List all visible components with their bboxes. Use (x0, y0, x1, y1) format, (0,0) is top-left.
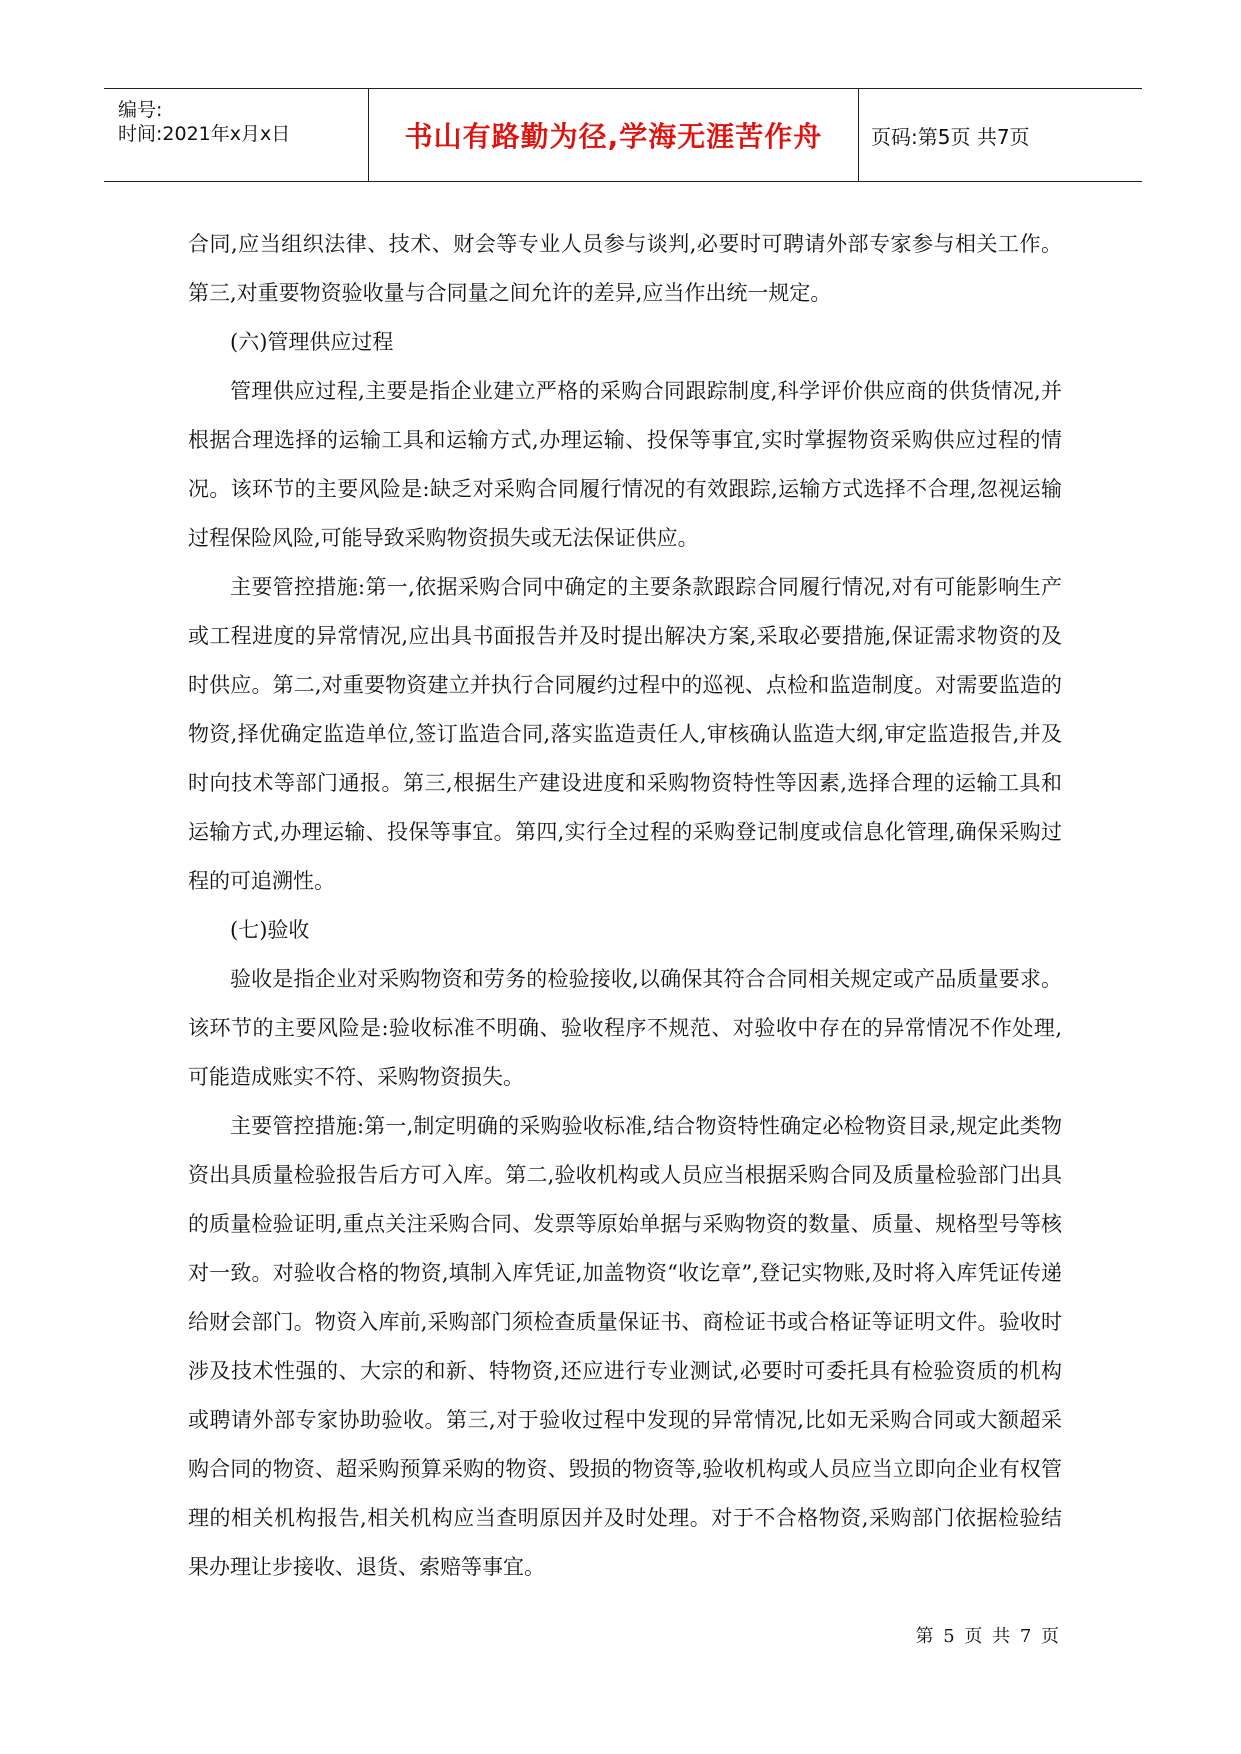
header-motto-cell (369, 89, 859, 181)
document-time-label: 时间:2021年x月x日 (118, 123, 291, 145)
body-paragraph: 验收是指企业对采购物资和劳务的检验接收,以确保其符合合同相关规定或产品质量要求。该环节的主要风险是:验收标准不明确、验收程序不规范、对验收中存在的异常情况不作处理,可能造成账实不符、采购物资损失。 (188, 967, 1062, 1089)
body-paragraph: 主要管控措施:第一,制定明确的采购验收标准,结合物资特性确定必检物资目录,规定此类物资出具质量检验报告后方可入库。第二,验收机构或人员应当根据采购合同及质量检验部门出具的质量检验证明,重点关注采购合同、发票等原始单据与采购物资的数量、质量、规格型号等核对一致。对验收合格的物资,填制入库凭证,加盖物资“收讫章”,登记实物账,及时将入库凭证传递给财会部门。物资入库前,采购部门须检查质量保证书、商检证书或合格证等证明文件。验收时涉及技术性强的、大宗的和新、特物资,还应进行专业测试,必要时可委托具有检验资质的机构或聘请外部专家协助验收。第三,对于验收过程中发现的异常情况,比如无采购合同或大额超采购合同的物资、超采购预算采购的物资、毁损的物资等,验收机构或人员应当立即向企业有权管理的相关机构报告,相关机构应当查明原因并及时处理。对于不合格物资,采购部门依据检验结果办理让步接收、退货、索赔等事宜。 (188, 1114, 1062, 1579)
body-paragraph: 合同,应当组织法律、技术、财会等专业人员参与谈判,必要时可聘请外部专家参与相关工作。第三,对重要物资验收量与合同量之间允许的差异,应当作出统一规定。 (188, 232, 1062, 305)
header-page-label: 页码:第5页 共7页 (871, 124, 1030, 149)
document-body (188, 220, 1062, 1592)
document-header (104, 88, 1142, 182)
header-motto: 书山有路勤为径,学海无涯苦作舟 (404, 120, 823, 153)
header-meta-cell (104, 89, 369, 181)
page-footer: 第 5 页 共 7 页 (915, 1626, 1061, 1647)
document-number-label: 编号: (118, 99, 163, 121)
body-paragraph: 管理供应过程,主要是指企业建立严格的采购合同跟踪制度,科学评价供应商的供货情况,并根据合理选择的运输工具和运输方式,办理运输、投保等事宜,实时掌握物资采购供应过程的情况。该环节的主要风险是:缺乏对采购合同履行情况的有效跟踪,运输方式选择不合理,忽视运输过程保险风险,可能导致采购物资损失或无法保证供应。 (188, 379, 1062, 550)
header-page-cell (859, 89, 1142, 181)
body-paragraph: 主要管控措施:第一,依据采购合同中确定的主要条款跟踪合同履行情况,对有可能影响生产或工程进度的异常情况,应出具书面报告并及时提出解决方案,采取必要措施,保证需求物资的及时供应。第二,对重要物资建立并执行合同履约过程中的巡视、点检和监造制度。对需要监造的物资,择优确定监造单位,签订监造合同,落实监造责任人,审核确认监造大纲,审定监造报告,并及时向技术等部门通报。第三,根据生产建设进度和采购物资特性等因素,选择合理的运输工具和运输方式,办理运输、投保等事宜。第四,实行全过程的采购登记制度或信息化管理,确保采购过程的可追溯性。 (188, 575, 1062, 893)
section-heading-acceptance: (七)验收 (230, 918, 310, 942)
section-heading-supply-process: (六)管理供应过程 (230, 330, 394, 354)
